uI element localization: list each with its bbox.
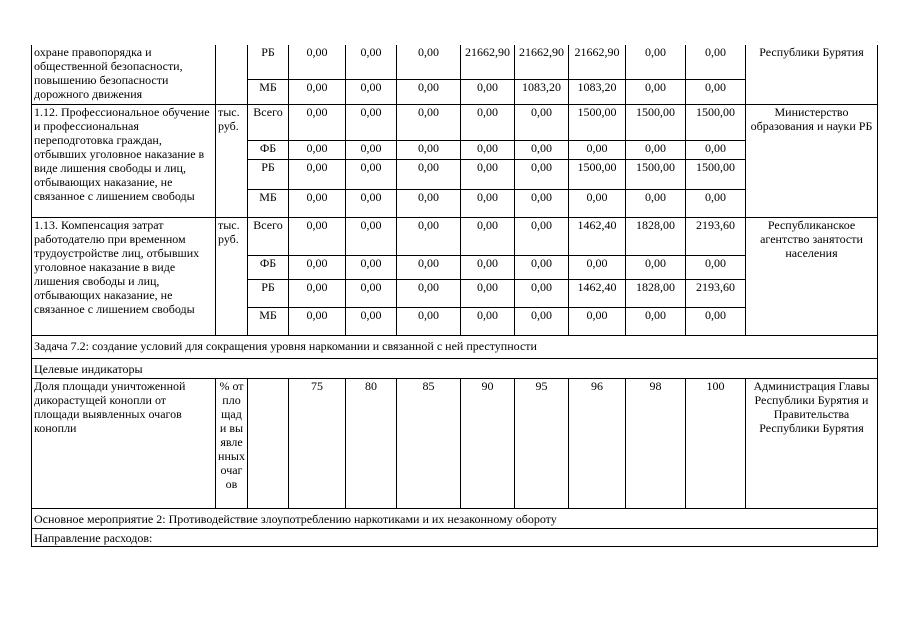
table-row: [32, 335, 878, 358]
value-cell: 0,00: [569, 307, 626, 335]
executor-cell: Министерство образования и науки РБ: [746, 104, 878, 217]
value-cell: 1462,40: [569, 279, 626, 307]
value-cell: 0,00: [289, 104, 346, 140]
value-cell: 0,00: [289, 307, 346, 335]
value-cell: 0,00: [461, 279, 515, 307]
value-cell: 0,00: [346, 45, 397, 79]
value-cell: 0,00: [686, 189, 746, 217]
task-heading: Задача 7.2: создание условий для сокращения уровня наркомании и связанной с ней преступности: [32, 335, 878, 358]
value-cell: 0,00: [515, 279, 569, 307]
value-cell: 0,00: [515, 140, 569, 159]
value-cell: 0,00: [397, 159, 461, 189]
table-row: [32, 104, 878, 140]
source-cell: МБ: [248, 79, 289, 104]
value-cell: 0,00: [346, 217, 397, 255]
value-cell: 0,00: [569, 255, 626, 279]
value-cell: 0,00: [289, 45, 346, 79]
value-cell: 0,00: [289, 255, 346, 279]
value-cell: 0,00: [397, 217, 461, 255]
value-cell: 0,00: [515, 217, 569, 255]
value-cell: 1500,00: [569, 159, 626, 189]
value-cell: 0,00: [515, 255, 569, 279]
value-cell: 21662,90: [515, 45, 569, 79]
value-cell: 0,00: [515, 307, 569, 335]
value-cell: 0,00: [626, 79, 686, 104]
expense-direction-heading: Направление расходов:: [32, 528, 878, 546]
value-cell: 0,00: [397, 79, 461, 104]
value-cell: 0,00: [346, 189, 397, 217]
value-cell: 0,00: [289, 140, 346, 159]
value-cell: 0,00: [397, 45, 461, 79]
value-cell: 1462,40: [569, 217, 626, 255]
value-cell: 0,00: [346, 307, 397, 335]
executor-cell: Республики Бурятия: [746, 45, 878, 104]
activity-name: 1.13. Компенсация затрат работодателю при временном трудоустройстве лиц, отбывших уголовное наказание в виде лишения свободы и лиц, отбывающих наказание, не связанное с лишением свободы: [32, 217, 216, 335]
value-cell: 0,00: [515, 189, 569, 217]
value-cell: 1083,20: [569, 79, 626, 104]
source-cell: МБ: [248, 307, 289, 335]
value-cell: 1083,20: [515, 79, 569, 104]
activity-name: 1.12. Профессиональное обучение и профессиональная переподготовка граждан, отбывших уголовное наказание в виде лишения свободы и лиц, отбывающих наказание, не связанное с лишением свободы: [32, 104, 216, 217]
source-cell: Всего: [248, 104, 289, 140]
unit-cell: тыс. руб.: [216, 104, 248, 217]
table-row: [32, 358, 878, 378]
value-cell: 0,00: [686, 79, 746, 104]
value-cell: 0,00: [626, 140, 686, 159]
indicator-value: 96: [569, 378, 626, 508]
activity-name: охране правопорядка и общественной безопасности, повышению безопасности дорожного движения: [32, 45, 216, 104]
value-cell: 0,00: [346, 79, 397, 104]
value-cell: 1500,00: [569, 104, 626, 140]
indicator-value: 85: [397, 378, 461, 508]
unit-cell: [216, 45, 248, 104]
value-cell: 0,00: [686, 307, 746, 335]
value-cell: 0,00: [461, 104, 515, 140]
value-cell: 1500,00: [626, 159, 686, 189]
source-cell: Всего: [248, 217, 289, 255]
value-cell: 0,00: [515, 159, 569, 189]
source-cell: [248, 378, 289, 508]
value-cell: 0,00: [289, 189, 346, 217]
value-cell: 0,00: [397, 104, 461, 140]
value-cell: 0,00: [397, 307, 461, 335]
value-cell: 0,00: [461, 307, 515, 335]
value-cell: 0,00: [289, 279, 346, 307]
indicator-unit: % от площади выявленных очагов: [216, 378, 248, 508]
value-cell: 0,00: [626, 307, 686, 335]
value-cell: 0,00: [461, 79, 515, 104]
value-cell: 0,00: [397, 189, 461, 217]
value-cell: 0,00: [569, 140, 626, 159]
value-cell: 0,00: [686, 140, 746, 159]
value-cell: 0,00: [346, 255, 397, 279]
value-cell: 0,00: [626, 189, 686, 217]
value-cell: 0,00: [346, 159, 397, 189]
value-cell: 1828,00: [626, 217, 686, 255]
program-table: [31, 45, 878, 547]
source-cell: РБ: [248, 45, 289, 79]
indicator-value: 95: [515, 378, 569, 508]
indicator-value: 100: [686, 378, 746, 508]
source-cell: ФБ: [248, 140, 289, 159]
value-cell: 0,00: [569, 189, 626, 217]
value-cell: 0,00: [397, 279, 461, 307]
source-cell: РБ: [248, 159, 289, 189]
value-cell: 0,00: [461, 159, 515, 189]
table-row: [32, 45, 878, 79]
value-cell: 0,00: [626, 45, 686, 79]
value-cell: 0,00: [626, 255, 686, 279]
table-row: [32, 528, 878, 546]
value-cell: 2193,60: [686, 279, 746, 307]
value-cell: 0,00: [461, 217, 515, 255]
executor-cell: Администрация Главы Республики Бурятия и Правительства Республики Бурятия: [746, 378, 878, 508]
source-cell: РБ: [248, 279, 289, 307]
value-cell: 0,00: [515, 104, 569, 140]
source-cell: МБ: [248, 189, 289, 217]
indicator-value: 90: [461, 378, 515, 508]
value-cell: 1828,00: [626, 279, 686, 307]
value-cell: 0,00: [289, 217, 346, 255]
value-cell: 2193,60: [686, 217, 746, 255]
value-cell: 1500,00: [686, 104, 746, 140]
indicator-name: Доля площади уничтоженной дикорастущей конопли от площади выявленных очагов конопли: [32, 378, 216, 508]
source-cell: ФБ: [248, 255, 289, 279]
value-cell: 0,00: [346, 140, 397, 159]
unit-cell: тыс. руб.: [216, 217, 248, 335]
indicator-value: 98: [626, 378, 686, 508]
value-cell: 1500,00: [626, 104, 686, 140]
value-cell: 21662,90: [569, 45, 626, 79]
value-cell: 0,00: [686, 255, 746, 279]
value-cell: 0,00: [686, 45, 746, 79]
table-row: [32, 217, 878, 255]
value-cell: 0,00: [289, 79, 346, 104]
executor-cell: Республиканское агентство занятости населения: [746, 217, 878, 335]
value-cell: 0,00: [461, 255, 515, 279]
value-cell: 0,00: [397, 140, 461, 159]
value-cell: 0,00: [397, 255, 461, 279]
indicator-value: 80: [346, 378, 397, 508]
targets-heading: Целевые индикаторы: [32, 358, 878, 378]
value-cell: 21662,90: [461, 45, 515, 79]
table-row: [32, 508, 878, 528]
value-cell: 0,00: [461, 140, 515, 159]
indicator-value: 75: [289, 378, 346, 508]
value-cell: 1500,00: [686, 159, 746, 189]
main-activity-heading: Основное мероприятие 2: Противодействие злоупотреблению наркотиками и их незаконному обороту: [32, 508, 878, 528]
value-cell: 0,00: [346, 104, 397, 140]
value-cell: 0,00: [289, 159, 346, 189]
value-cell: 0,00: [346, 279, 397, 307]
value-cell: 0,00: [461, 189, 515, 217]
table-row: [32, 378, 878, 508]
